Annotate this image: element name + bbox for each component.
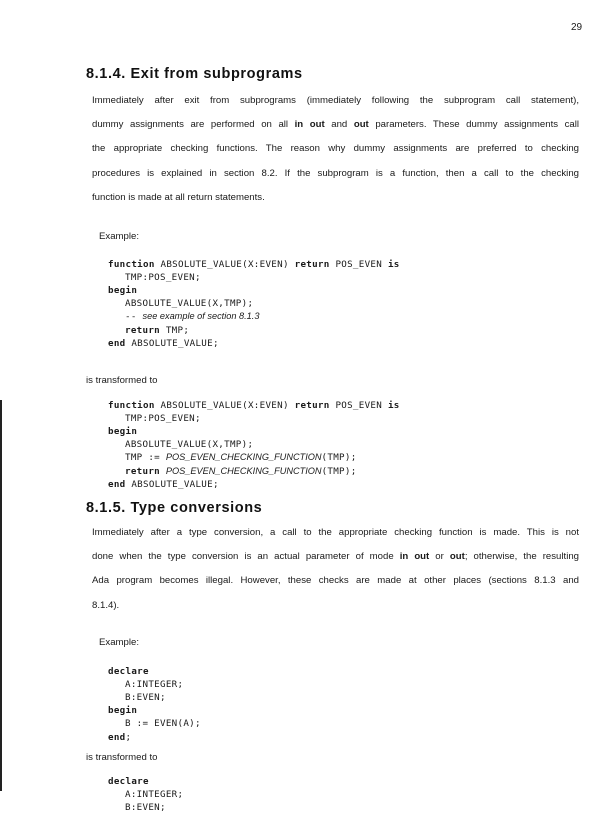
- text-run: ; otherwise, the resulting: [464, 551, 579, 563]
- keyword: begin: [108, 426, 138, 438]
- code-line: [108, 400, 400, 411]
- code-line: [125, 272, 201, 283]
- text-run: ABSOLUTE_VALUE(X:EVEN): [154, 400, 295, 411]
- keyword: in out: [294, 119, 325, 131]
- text-run: A:INTEGER;: [125, 679, 184, 691]
- text-run: (TMP);: [321, 452, 357, 464]
- paragraph-line: [92, 95, 579, 106]
- keyword: function: [108, 400, 155, 411]
- text-run: Immediately after exit from subprograms (immediately following the subprogram call statement),: [92, 95, 579, 106]
- code-line: [108, 338, 219, 349]
- text-run: ABSOLUTE_VALUE(X,TMP);: [125, 439, 254, 451]
- section-heading: 8.1.4. Exit from subprograms: [86, 66, 303, 82]
- text-run: 8.1.4).: [92, 599, 120, 611]
- text-run: Ada program becomes illegal. However, these checks are made at other places (sections 8.1.3 and: [92, 575, 579, 587]
- italic-text: POS_EVEN_CHECKING_FUNCTION: [165, 452, 322, 463]
- paragraph-line: [92, 575, 579, 586]
- keyword: declare: [108, 666, 149, 677]
- code-line: [125, 311, 259, 322]
- keyword: function: [108, 259, 155, 270]
- text-run: or: [429, 551, 450, 563]
- code-line: [108, 285, 137, 296]
- paragraph-line: [92, 192, 579, 203]
- text-run: and: [324, 119, 354, 131]
- keyword: return: [294, 400, 330, 411]
- transformed-label: is transformed to: [86, 752, 158, 763]
- paragraph-line: [92, 168, 579, 179]
- code-line: [125, 692, 166, 703]
- text-run: POS_EVEN: [329, 400, 388, 411]
- paragraph-line: [92, 143, 579, 154]
- code-line: [108, 705, 137, 716]
- keyword: end: [108, 478, 126, 490]
- code-line: [108, 666, 149, 677]
- paragraph-line: [92, 600, 579, 611]
- text-run: A:INTEGER;: [125, 789, 184, 801]
- code-line: [125, 452, 357, 463]
- text-run: procedures is explained in section 8.2. If the subprogram is a function, then a call to the checking: [92, 167, 579, 179]
- code-line: [125, 679, 183, 690]
- code-line: [125, 413, 201, 424]
- text-run: dummy assignments are performed on all: [92, 119, 295, 131]
- code-line: [108, 776, 149, 787]
- transformed-label: is transformed to: [86, 375, 158, 386]
- text-run: B := EVEN(A);: [125, 718, 201, 730]
- keyword: return: [294, 259, 330, 270]
- code-line: [108, 259, 400, 270]
- keyword: in out: [399, 551, 430, 563]
- keyword: begin: [108, 285, 138, 297]
- code-line: [125, 802, 166, 813]
- text-run: ;: [125, 731, 132, 743]
- text-run: Immediately after a type conversion, a call to the appropriate checking function is made. This is not: [92, 527, 579, 538]
- code-line: [125, 466, 357, 477]
- text-run: done when the type conversion is an actual parameter of mode: [92, 551, 400, 563]
- example-label: Example:: [99, 637, 139, 648]
- code-line: [125, 325, 189, 336]
- code-line: [125, 718, 201, 729]
- text-run: (TMP);: [321, 465, 357, 477]
- code-line: [125, 298, 253, 309]
- code-line: [108, 426, 137, 437]
- italic-text: POS_EVEN_CHECKING_FUNCTION: [165, 465, 322, 476]
- page-number: 29: [571, 22, 583, 33]
- code-line: [125, 439, 253, 450]
- italic-text: see example of section 8.1.3: [142, 311, 260, 322]
- text-run: POS_EVEN: [329, 259, 388, 270]
- text-run: function is made at all return statements.: [92, 191, 265, 203]
- page-edge-scan-mark: [0, 400, 2, 791]
- text-run: ABSOLUTE_VALUE;: [125, 337, 219, 349]
- text-run: TMP :=: [125, 452, 166, 464]
- keyword: end: [108, 337, 126, 349]
- text-run: TMP:POS_EVEN;: [125, 413, 201, 425]
- keyword: return: [125, 324, 160, 336]
- section-heading: 8.1.5. Type conversions: [86, 500, 263, 516]
- paragraph-line: [92, 527, 579, 538]
- keyword: is: [387, 259, 400, 270]
- keyword: return: [125, 465, 160, 477]
- keyword: out: [353, 119, 369, 131]
- text-run: B:EVEN;: [125, 692, 166, 704]
- example-label: Example:: [99, 231, 139, 242]
- text-run: B:EVEN;: [125, 802, 166, 813]
- code-line: [108, 479, 219, 490]
- keyword: out: [449, 551, 465, 563]
- text-run: the appropriate checking functions. The reason why dummy assignments are preferred to checking: [92, 143, 579, 155]
- text-run: ABSOLUTE_VALUE(X:EVEN): [154, 259, 295, 270]
- keyword: is: [387, 400, 400, 411]
- keyword: begin: [108, 705, 138, 717]
- code-line: [108, 732, 131, 743]
- paragraph-line: [92, 119, 579, 130]
- text-run: TMP;: [160, 324, 190, 336]
- keyword: declare: [108, 776, 149, 787]
- text-run: parameters. These dummy assignments call: [368, 119, 580, 131]
- text-run: --: [125, 311, 143, 323]
- text-run: ABSOLUTE_VALUE(X,TMP);: [125, 298, 254, 310]
- text-run: TMP:POS_EVEN;: [125, 272, 201, 284]
- text-run: ABSOLUTE_VALUE;: [125, 478, 219, 490]
- keyword: end: [108, 731, 126, 743]
- paragraph-line: [92, 551, 579, 562]
